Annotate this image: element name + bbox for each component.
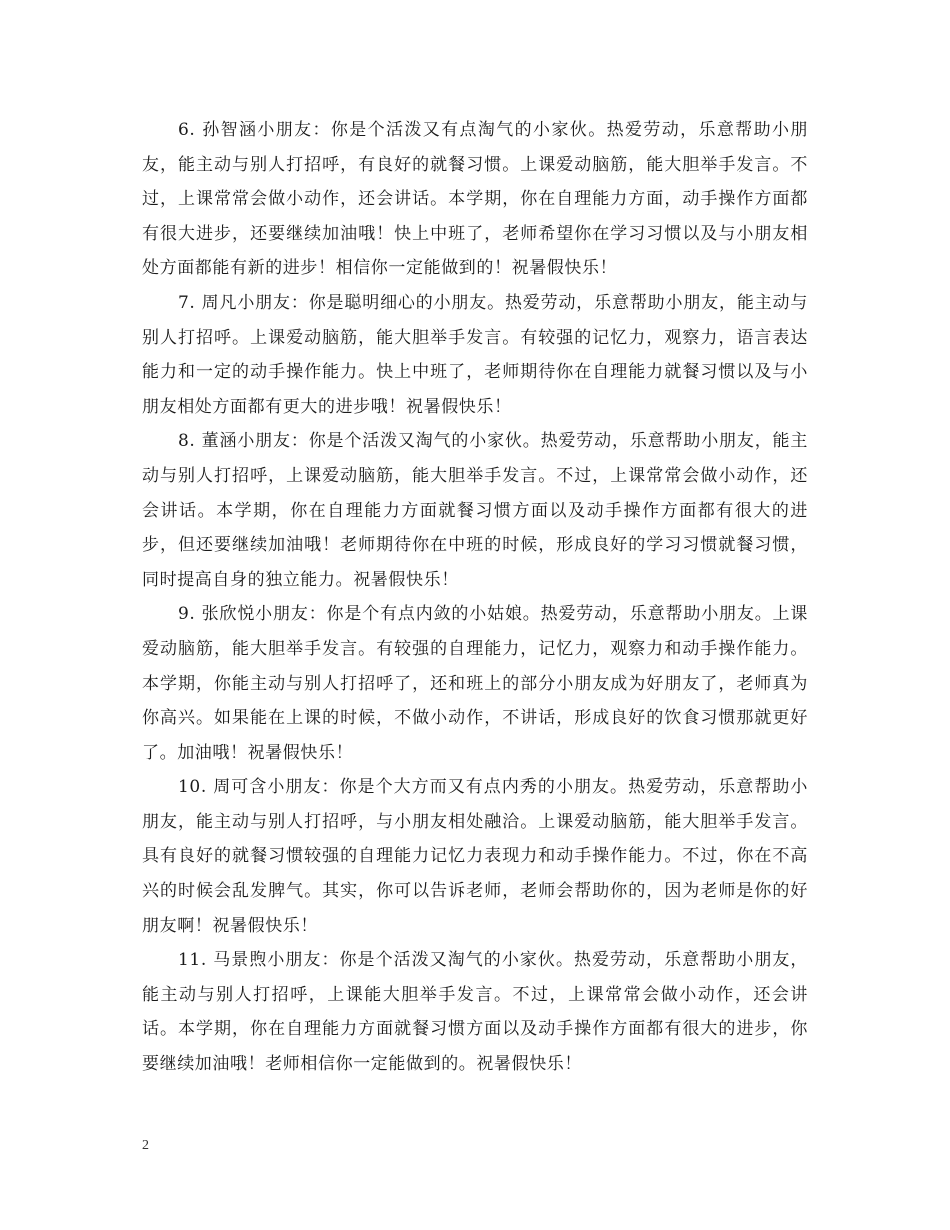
paragraph-6: 6. 孙智涵小朋友：你是个活泼又有点淘气的小家伙。热爱劳动，乐意帮助小朋友，能主动与别人打招呼，有良好的就餐习惯。上课爱动脑筋，能大胆举手发言。不过，上课常常会做小动作，还会讲话。本学期，你在自理能力方面，动手操作方面都有很大进步，还要继续加油哦！快上中班了，老师希望你在学习习惯以及与小朋友相处方面都能有新的进步！相信你一定能做到的！祝暑假快乐！	[142, 120, 808, 279]
document-body	[142, 113, 808, 1082]
page-number: 2	[142, 1138, 149, 1153]
paragraph-9: 9. 张欣悦小朋友：你是个有点内敛的小姑娘。热爱劳动，乐意帮助小朋友。上课爱动脑筋，能大胆举手发言。有较强的自理能力，记忆力，观察力和动手操作能力。本学期，你能主动与别人打招呼了，还和班上的部分小朋友成为好朋友了，老师真为你高兴。如果能在上课的时候，不做小动作，不讲话，形成良好的饮食习惯那就更好了。加油哦！祝暑假快乐！	[142, 604, 808, 763]
paragraph-8: 8. 董涵小朋友：你是个活泼又淘气的小家伙。热爱劳动，乐意帮助小朋友，能主动与别人打招呼，上课爱动脑筋，能大胆举手发言。不过，上课常常会做小动作，还会讲话。本学期，你在自理能力方面就餐习惯方面以及动手操作方面都有很大的进步，但还要继续加油哦！老师期待你在中班的时候，形成良好的学习习惯就餐习惯，同时提高自身的独立能力。祝暑假快乐！	[142, 431, 808, 590]
paragraph-10: 10. 周可含小朋友：你是个大方而又有点内秀的小朋友。热爱劳动，乐意帮助小朋友，能主动与别人打招呼，与小朋友相处融洽。上课爱动脑筋，能大胆举手发言。具有良好的就餐习惯较强的自理能力记忆力表现力和动手操作能力。不过，你在不高兴的时候会乱发脾气。其实，你可以告诉老师，老师会帮助你的，因为老师是你的好朋友啊！祝暑假快乐！	[142, 777, 808, 936]
paragraph-7: 7. 周凡小朋友：你是聪明细心的小朋友。热爱劳动，乐意帮助小朋友，能主动与别人打招呼。上课爱动脑筋，能大胆举手发言。有较强的记忆力，观察力，语言表达能力和一定的动手操作能力。快上中班了，老师期待你在自理能力就餐习惯以及与小朋友相处方面都有更大的进步哦！祝暑假快乐！	[142, 292, 808, 417]
paragraph-11: 11. 马景煦小朋友：你是个活泼又淘气的小家伙。热爱劳动，乐意帮助小朋友，能主动与别人打招呼，上课能大胆举手发言。不过，上课常常会做小动作，还会讲话。本学期，你在自理能力方面就餐习惯方面以及动手操作方面都有很大的进步，你要继续加油哦！老师相信你一定能做到的。祝暑假快乐！	[142, 950, 808, 1075]
